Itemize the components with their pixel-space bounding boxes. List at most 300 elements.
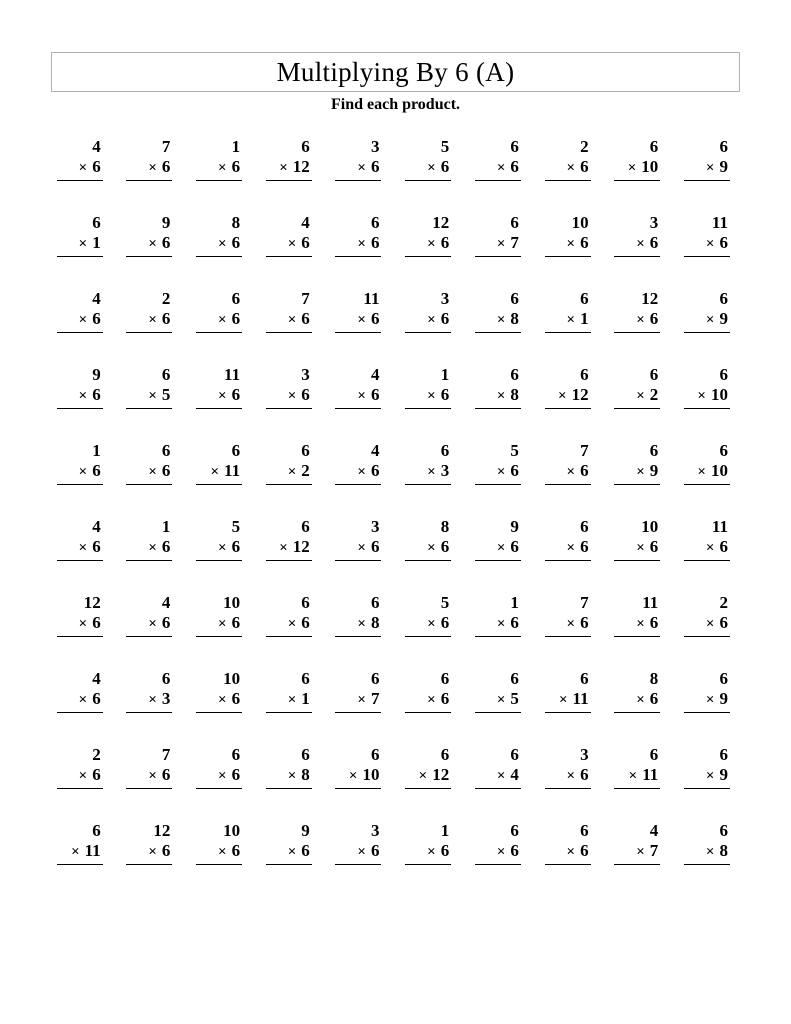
multiplier-row: [614, 537, 660, 561]
multiply-icon: ×: [357, 540, 366, 556]
problem-cell: [395, 213, 465, 289]
problem-cell: [186, 517, 256, 593]
multiplicand: 6: [719, 821, 728, 840]
problem-cell: [465, 137, 535, 213]
multiplier-row: [405, 385, 451, 409]
multiplicand: 6: [719, 137, 728, 156]
multiplier-row: [57, 689, 103, 713]
multiplier: 6: [92, 385, 101, 404]
multiply-icon: ×: [566, 160, 576, 176]
multiplier-row: [475, 385, 521, 409]
multiply-icon: ×: [78, 160, 88, 176]
multiplier: 6: [580, 841, 589, 860]
multiplier-row: [475, 689, 521, 713]
multiplier-row: [545, 537, 591, 561]
multiplier-row: [614, 765, 660, 789]
multiplier: 12: [292, 537, 310, 556]
multiplier: 6: [580, 613, 589, 632]
multiplier: 6: [161, 309, 171, 328]
multiplier: 6: [301, 309, 310, 328]
multiplicand: 6: [580, 289, 589, 308]
multiplier: 1: [301, 689, 310, 708]
multiplier-row: [335, 765, 381, 789]
multiply-icon: ×: [636, 616, 645, 632]
multiplier-row: [335, 689, 381, 713]
multiplier-row: [266, 841, 312, 865]
multiply-icon: ×: [78, 540, 88, 556]
multiplicand: 12: [153, 821, 171, 840]
multiplier: 6: [440, 689, 450, 708]
multiply-icon: ×: [148, 160, 157, 176]
problem-cell: [326, 517, 396, 593]
multiply-icon: ×: [218, 844, 227, 860]
multiplier-row: [57, 233, 103, 257]
multiplier-row: [684, 537, 730, 561]
multiplier-row: [684, 157, 730, 181]
multiply-icon: ×: [148, 540, 157, 556]
multiply-icon: ×: [705, 768, 715, 784]
multiply-icon: ×: [418, 768, 428, 784]
multiply-icon: ×: [218, 616, 227, 632]
multiplicand: 6: [510, 213, 519, 232]
multiplicand: 8: [231, 213, 241, 232]
problem-cell: [605, 289, 675, 365]
multiplicand: 6: [161, 441, 171, 460]
problem-cell: [186, 441, 256, 517]
multiply-icon: ×: [287, 464, 297, 480]
multiplicand: 6: [301, 441, 310, 460]
multiplicand: 4: [370, 365, 380, 384]
multiply-icon: ×: [148, 236, 157, 252]
multiplicand: 9: [92, 365, 101, 384]
multiplier-row: [126, 157, 172, 181]
multiplier-row: [545, 309, 591, 333]
multiplier-row: [196, 613, 242, 637]
problem-cell: [395, 365, 465, 441]
problem-cell: [465, 289, 535, 365]
multiplier: 6: [370, 385, 380, 404]
multiplier: 6: [301, 385, 310, 404]
problem-cell: [674, 745, 744, 821]
problem-cell: [465, 745, 535, 821]
problem-cell: [535, 517, 605, 593]
multiplier: 6: [301, 233, 310, 252]
multiplicand: 5: [510, 441, 519, 460]
title-box: [51, 52, 740, 92]
multiplier-row: [684, 613, 730, 637]
multiply-icon: ×: [78, 312, 88, 328]
problem-cell: [47, 137, 117, 213]
multiply-icon: ×: [357, 312, 366, 328]
problem-grid: [47, 137, 744, 897]
multiplier: 9: [719, 765, 728, 784]
multiplicand: 7: [161, 745, 171, 764]
multiplicand: 2: [580, 137, 589, 156]
multiplier: 6: [370, 157, 380, 176]
multiplier: 8: [510, 385, 519, 404]
multiplier: 6: [440, 233, 450, 252]
multiplicand: 11: [711, 517, 728, 536]
multiply-icon: ×: [628, 768, 638, 784]
multiplier: 7: [370, 689, 380, 708]
problem-cell: [117, 289, 187, 365]
multiplier: 6: [719, 537, 728, 556]
multiply-icon: ×: [636, 236, 645, 252]
multiply-icon: ×: [218, 236, 227, 252]
multiply-icon: ×: [357, 692, 366, 708]
multiplicand: 6: [92, 821, 101, 840]
problem-cell: [535, 745, 605, 821]
problem-cell: [47, 821, 117, 897]
multiplicand: 10: [641, 517, 659, 536]
multiplicand: 3: [370, 821, 380, 840]
problem-cell: [186, 213, 256, 289]
multiply-icon: ×: [287, 692, 297, 708]
multiplicand: 11: [642, 593, 659, 612]
multiplicand: 6: [719, 365, 728, 384]
multiplicand: 6: [370, 593, 380, 612]
problem-cell: [256, 289, 326, 365]
problem-cell: [326, 669, 396, 745]
problem-cell: [256, 441, 326, 517]
multiplicand: 6: [649, 441, 659, 460]
multiplier-row: [335, 385, 381, 409]
multiplier: 6: [161, 841, 171, 860]
multiplicand: 6: [92, 213, 101, 232]
multiplier-row: [126, 537, 172, 561]
multiplier-row: [57, 385, 103, 409]
multiply-icon: ×: [71, 844, 80, 860]
multiplicand: 10: [223, 669, 241, 688]
multiplicand: 9: [301, 821, 310, 840]
multiplier: 3: [440, 461, 450, 480]
multiplier-row: [126, 841, 172, 865]
multiply-icon: ×: [496, 692, 506, 708]
multiply-icon: ×: [558, 692, 568, 708]
multiplier-row: [335, 309, 381, 333]
multiplier: 6: [370, 309, 380, 328]
multiplier: 7: [510, 233, 519, 252]
multiplicand: 6: [510, 137, 519, 156]
multiply-icon: ×: [78, 236, 88, 252]
multiplier: 2: [649, 385, 659, 404]
multiplier: 6: [161, 157, 171, 176]
multiplier-row: [126, 461, 172, 485]
multiplier: 9: [719, 157, 728, 176]
multiplier-row: [196, 765, 242, 789]
multiply-icon: ×: [496, 236, 506, 252]
multiplicand: 3: [580, 745, 589, 764]
multiplier: 8: [370, 613, 380, 632]
multiply-icon: ×: [705, 844, 715, 860]
multiplier-row: [126, 233, 172, 257]
multiplier-row: [126, 309, 172, 333]
problem-cell: [465, 213, 535, 289]
multiplier: 6: [440, 613, 450, 632]
problem-cell: [535, 593, 605, 669]
multiplicand: 4: [649, 821, 659, 840]
multiplier-row: [126, 613, 172, 637]
multiplier: 6: [231, 309, 241, 328]
multiplicand: 2: [719, 593, 728, 612]
multiply-icon: ×: [496, 616, 506, 632]
multiplier-row: [196, 385, 242, 409]
problem-cell: [465, 669, 535, 745]
multiplicand: 5: [440, 137, 450, 156]
multiplier-row: [335, 233, 381, 257]
multiplier-row: [684, 385, 730, 409]
multiplier-row: [57, 613, 103, 637]
problem-cell: [465, 365, 535, 441]
multiplier-row: [335, 537, 381, 561]
multiplier: 8: [510, 309, 519, 328]
multiplicand: 3: [301, 365, 310, 384]
multiplier: 12: [292, 157, 310, 176]
instructions: Find each product.: [330, 96, 461, 113]
multiplicand: 6: [440, 441, 450, 460]
multiplier: 5: [510, 689, 519, 708]
multiplier-row: [196, 461, 242, 485]
problem-cell: [605, 821, 675, 897]
multiplicand: 7: [580, 593, 589, 612]
problem-cell: [605, 137, 675, 213]
problem-cell: [117, 137, 187, 213]
multiplier: 2: [301, 461, 310, 480]
multiplier: 6: [231, 613, 241, 632]
multiply-icon: ×: [627, 160, 637, 176]
multiplicand: 6: [580, 517, 589, 536]
multiplier-row: [126, 385, 172, 409]
multiply-icon: ×: [287, 388, 297, 404]
multiplier: 6: [161, 765, 171, 784]
problem-cell: [674, 669, 744, 745]
multiplier-row: [614, 841, 660, 865]
multiply-icon: ×: [566, 540, 576, 556]
multiplier: 6: [92, 613, 101, 632]
multiplicand: 11: [224, 365, 241, 384]
problem-cell: [117, 593, 187, 669]
multiplier: 6: [719, 233, 728, 252]
multiplier: 6: [649, 309, 659, 328]
multiply-icon: ×: [427, 540, 436, 556]
multiplier: 6: [231, 537, 241, 556]
multiplier: 6: [580, 157, 589, 176]
multiplier-row: [475, 309, 521, 333]
multiplier: 1: [580, 309, 589, 328]
multiply-icon: ×: [705, 616, 715, 632]
multiplier: 6: [231, 385, 241, 404]
multiplier-row: [57, 461, 103, 485]
multiplicand: 6: [231, 745, 241, 764]
problem-cell: [535, 669, 605, 745]
multiply-icon: ×: [427, 388, 436, 404]
page-title: Multiplying By 6 (A): [276, 56, 515, 87]
multiplier-row: [335, 157, 381, 181]
problem-cell: [326, 289, 396, 365]
multiplicand: 4: [161, 593, 171, 612]
problem-cell: [47, 289, 117, 365]
multiplier-row: [614, 385, 660, 409]
multiplicand: 7: [580, 441, 589, 460]
multiplicand: 4: [92, 289, 101, 308]
multiply-icon: ×: [218, 540, 227, 556]
problem-cell: [47, 441, 117, 517]
multiplier: 6: [92, 461, 101, 480]
multiplier: 3: [161, 689, 171, 708]
multiplicand: 7: [301, 289, 310, 308]
problem-cell: [605, 365, 675, 441]
problem-cell: [535, 289, 605, 365]
multiply-icon: ×: [566, 844, 576, 860]
multiplier-row: [405, 157, 451, 181]
multiplier-row: [545, 385, 591, 409]
multiplier-row: [614, 309, 660, 333]
multiplier: 7: [649, 841, 659, 860]
multiplier: 8: [719, 841, 728, 860]
problem-cell: [395, 821, 465, 897]
multiplier-row: [545, 461, 591, 485]
multiplicand: 6: [231, 289, 241, 308]
multiplier-row: [335, 613, 381, 637]
multiplier-row: [614, 689, 660, 713]
problem-cell: [605, 441, 675, 517]
multiplicand: 6: [510, 289, 519, 308]
multiplicand: 6: [370, 745, 380, 764]
multiplier-row: [335, 841, 381, 865]
problem-cell: [605, 593, 675, 669]
multiplier: 6: [370, 537, 380, 556]
multiplicand: 5: [440, 593, 450, 612]
multiplier-row: [475, 765, 521, 789]
multiplier: 6: [510, 537, 519, 556]
multiplier-row: [475, 157, 521, 181]
multiply-icon: ×: [348, 768, 358, 784]
multiplier: 6: [510, 157, 519, 176]
multiplicand: 1: [161, 517, 171, 536]
multiply-icon: ×: [357, 236, 366, 252]
multiply-icon: ×: [287, 312, 297, 328]
multiplicand: 11: [711, 213, 728, 232]
multiplier-row: [684, 689, 730, 713]
multiplicand: 12: [83, 593, 101, 612]
multiplicand: 6: [580, 821, 589, 840]
problem-cell: [256, 745, 326, 821]
multiplier: 6: [580, 537, 589, 556]
problem-cell: [117, 213, 187, 289]
problem-cell: [605, 745, 675, 821]
multiplier-row: [57, 157, 103, 181]
multiplier: 6: [440, 537, 450, 556]
problem-cell: [117, 365, 187, 441]
multiply-icon: ×: [427, 692, 436, 708]
multiply-icon: ×: [566, 236, 576, 252]
multiplicand: 10: [223, 593, 241, 612]
multiplier: 12: [432, 765, 450, 784]
problem-cell: [117, 745, 187, 821]
multiplicand: 1: [510, 593, 519, 612]
multiplier-row: [614, 461, 660, 485]
multiplier-row: [126, 689, 172, 713]
problem-cell: [47, 669, 117, 745]
problem-cell: [117, 821, 187, 897]
multiplier: 6: [580, 765, 589, 784]
multiplier: 1: [92, 233, 101, 252]
multiplicand: 8: [440, 517, 450, 536]
multiplier-row: [405, 841, 451, 865]
multiplicand: 10: [223, 821, 241, 840]
multiplicand: 6: [301, 669, 310, 688]
multiplicand: 10: [571, 213, 589, 232]
multiplier: 6: [649, 689, 659, 708]
multiplier: 6: [161, 461, 171, 480]
problem-cell: [186, 289, 256, 365]
multiply-icon: ×: [148, 844, 157, 860]
multiplier: 11: [642, 765, 659, 784]
multiplier: 8: [301, 765, 310, 784]
multiplicand: 3: [370, 517, 380, 536]
multiplicand: 4: [370, 441, 380, 460]
multiplicand: 6: [719, 441, 728, 460]
multiplier-row: [684, 309, 730, 333]
problem-cell: [674, 137, 744, 213]
multiplier: 10: [710, 385, 728, 404]
multiplier-row: [57, 537, 103, 561]
multiplier: 9: [719, 689, 728, 708]
problem-cell: [47, 517, 117, 593]
multiply-icon: ×: [496, 540, 506, 556]
problem-cell: [256, 517, 326, 593]
multiplicand: 8: [649, 669, 659, 688]
problem-cell: [117, 669, 187, 745]
multiplier-row: [57, 765, 103, 789]
multiplicand: 6: [649, 745, 659, 764]
multiplier-row: [684, 461, 730, 485]
multiplier: 10: [641, 157, 659, 176]
multiplicand: 6: [510, 365, 519, 384]
multiplicand: 2: [161, 289, 171, 308]
problem-cell: [395, 289, 465, 365]
problem-cell: [674, 517, 744, 593]
multiplicand: 6: [510, 821, 519, 840]
multiplier: 6: [510, 841, 519, 860]
problem-cell: [535, 137, 605, 213]
multiplicand: 4: [92, 517, 101, 536]
problem-cell: [326, 593, 396, 669]
multiply-icon: ×: [287, 616, 297, 632]
problem-cell: [674, 289, 744, 365]
multiply-icon: ×: [496, 388, 506, 404]
problem-cell: [326, 213, 396, 289]
multiply-icon: ×: [427, 312, 436, 328]
multiplier-row: [266, 765, 312, 789]
multiplier: 6: [440, 309, 450, 328]
multiplier: 10: [710, 461, 728, 480]
multiplicand: 6: [719, 289, 728, 308]
multiplier-row: [405, 689, 451, 713]
multiplier-row: [684, 841, 730, 865]
multiplier-row: [57, 841, 103, 865]
multiply-icon: ×: [558, 388, 567, 404]
multiplicand: 7: [161, 137, 171, 156]
problem-cell: [326, 137, 396, 213]
problem-cell: [256, 669, 326, 745]
multiplier-row: [545, 841, 591, 865]
problem-cell: [186, 137, 256, 213]
multiplicand: 4: [92, 137, 101, 156]
multiplier: 6: [649, 537, 659, 556]
multiplicand: 6: [440, 669, 450, 688]
multiply-icon: ×: [218, 160, 227, 176]
